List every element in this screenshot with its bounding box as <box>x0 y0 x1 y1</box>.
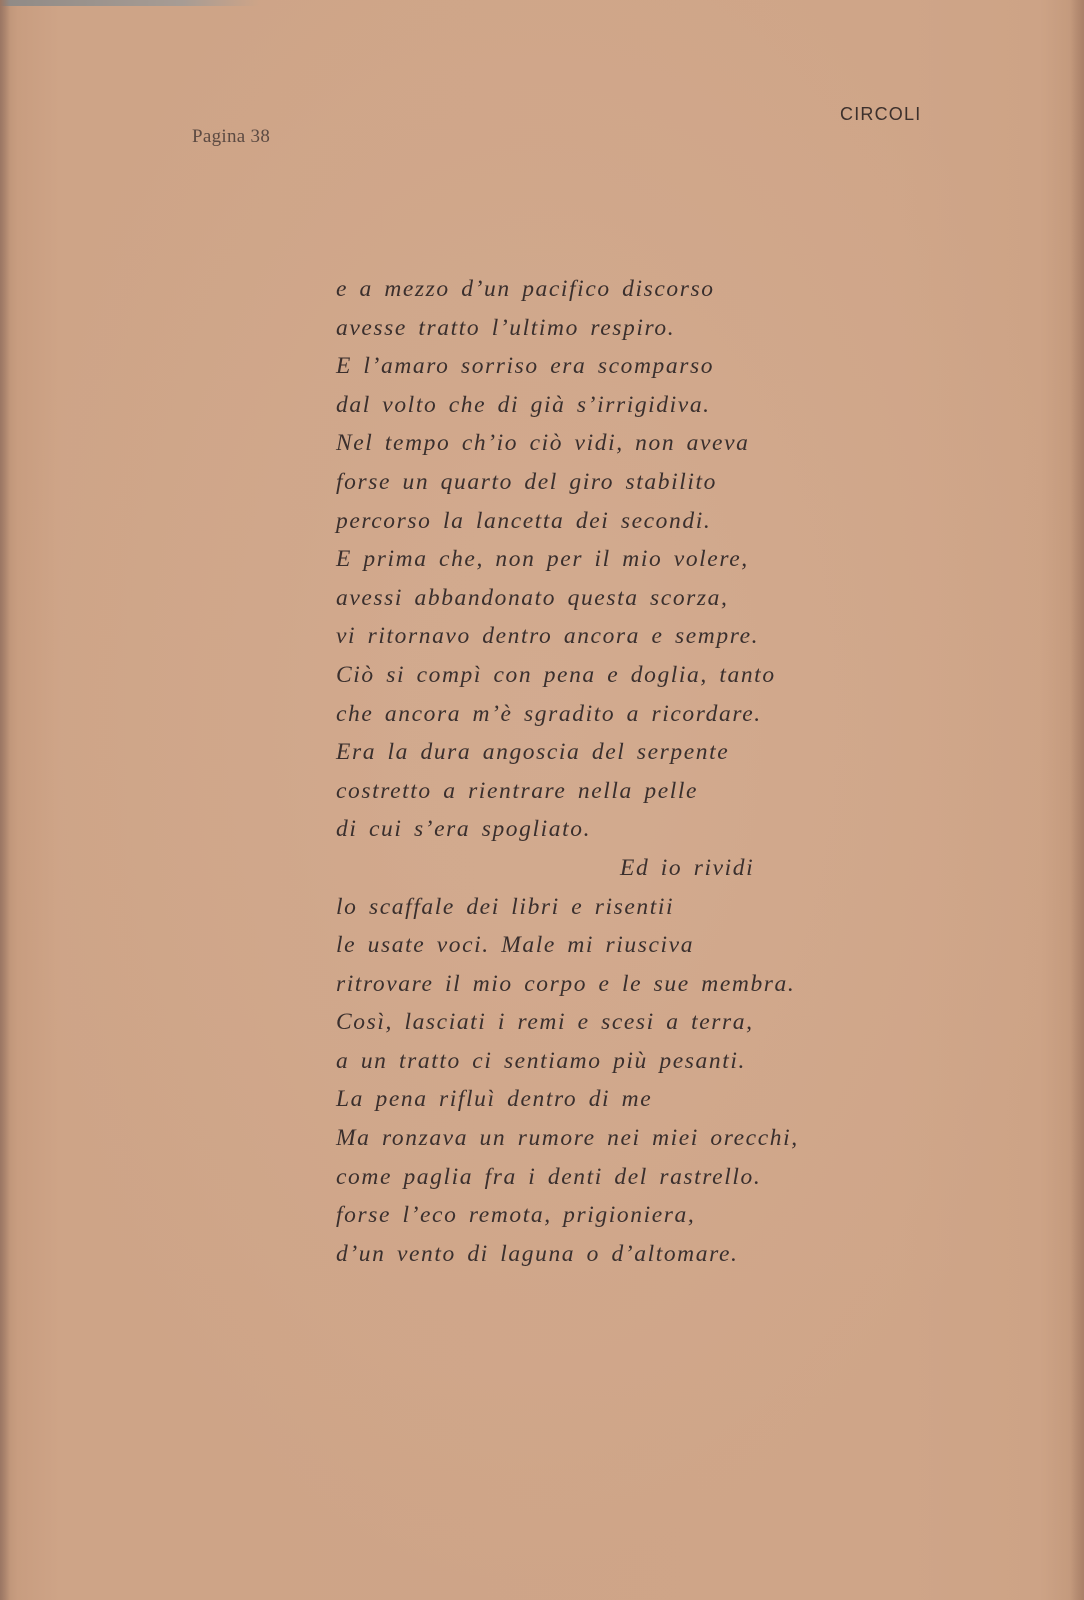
running-head: CIRCOLI <box>840 104 922 124</box>
poem-line: forse un quarto del giro stabilito <box>336 468 718 495</box>
poem-line: avessi abbandonato questa scorza, <box>336 584 729 611</box>
poem-line: costretto a rientrare nella pelle <box>336 777 699 804</box>
poem-line: vi ritornavo dentro ancora e sempre. <box>336 623 760 650</box>
poem-line: che ancora m’è sgradito a ricordare. <box>336 700 762 727</box>
poem-line: Nel tempo ch’io ciò vidi, non aveva <box>336 430 750 457</box>
poem-line: d’un vento di laguna o d’altomare. <box>336 1240 739 1267</box>
poem-line: lo scaffale dei libri e risentii <box>336 893 675 920</box>
poem-line: Ma ronzava un rumore nei miei orecchi, <box>336 1125 799 1152</box>
poem-line: E l’amaro sorriso era scomparso <box>336 353 715 380</box>
poem-line: avesse tratto l’ultimo respiro. <box>336 314 676 341</box>
page-number: Pagina 38 <box>192 126 271 147</box>
page-top-edge <box>0 0 260 6</box>
poem-line: Ciò si compì con pena e doglia, tanto <box>336 661 776 688</box>
poem-line: percorso la lancetta dei secondi. <box>336 507 712 534</box>
poem-line: E prima che, non per il mio volere, <box>336 546 749 573</box>
poem-line: di cui s’era spogliato. <box>336 816 592 843</box>
poem-text <box>336 270 856 1273</box>
poem-line: Era la dura angoscia del serpente <box>336 739 730 766</box>
poem-line: le usate voci. Male mi riusciva <box>336 932 695 959</box>
page-right-edge <box>1070 0 1084 1600</box>
poem-line: e a mezzo d’un pacifico discorso <box>336 276 715 302</box>
poem-line: dal volto che di già s’irrigidiva. <box>336 391 711 418</box>
poem-line: Ed io rividi <box>620 854 755 881</box>
poem-line: Così, lasciati i remi e scesi a terra, <box>336 1009 754 1036</box>
poem-line: a un tratto ci sentiamo più pesanti. <box>336 1047 746 1074</box>
poem-line: ritrovare il mio corpo e le sue membra. <box>336 970 796 997</box>
poem-line: forse l’eco remota, prigioniera, <box>336 1202 696 1229</box>
poem-line: come paglia fra i denti del rastrello. <box>336 1163 762 1190</box>
page-left-edge <box>0 0 10 1600</box>
poem-line: La pena rifluì dentro di me <box>336 1086 653 1113</box>
